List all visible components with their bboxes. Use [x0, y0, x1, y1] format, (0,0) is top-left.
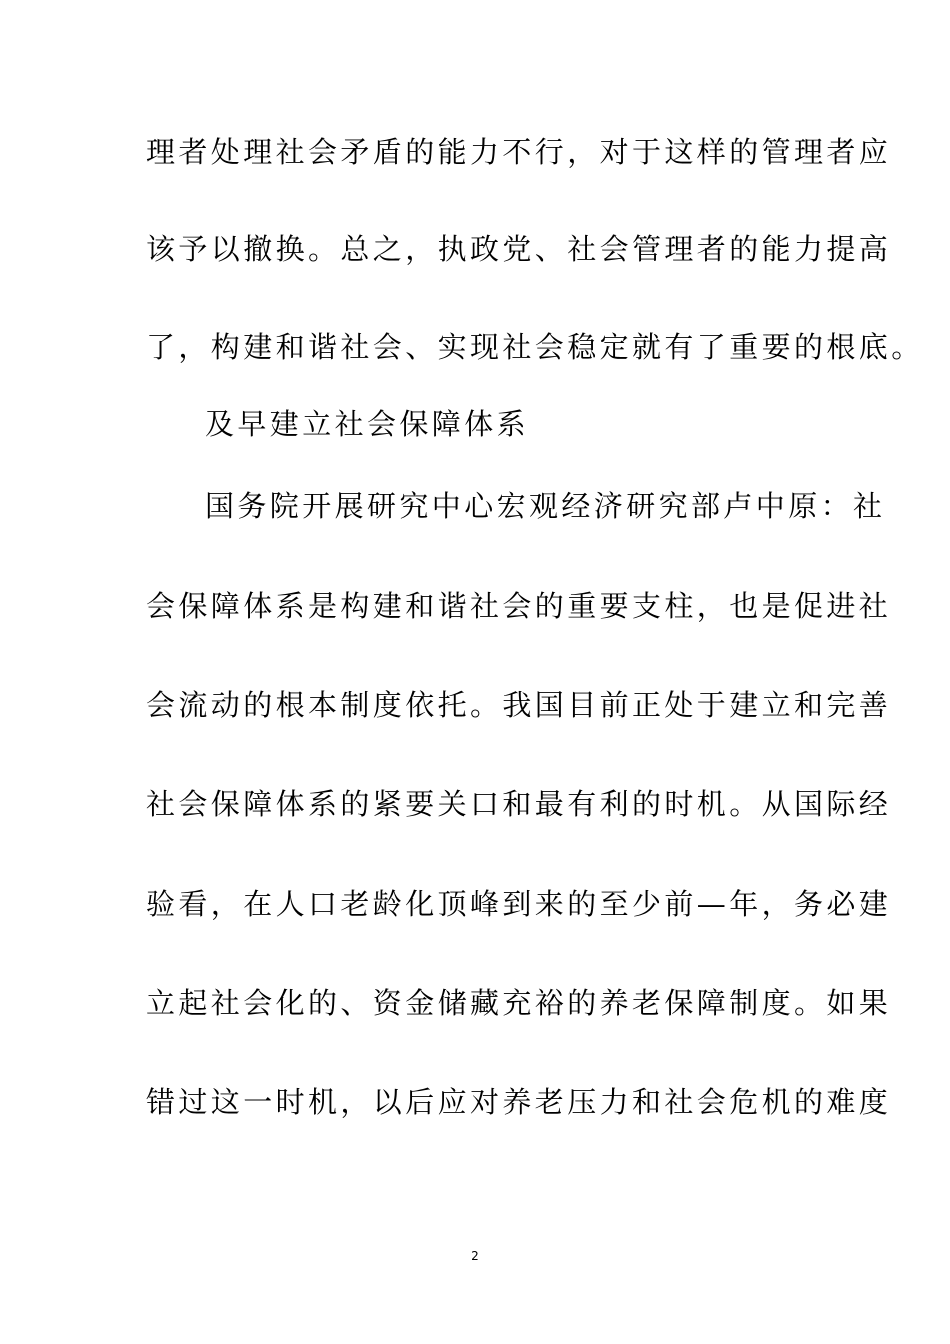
- body-text-line: 社会保障体系的紧要关口和最有利的时机。从国际经: [146, 787, 892, 821]
- body-text-line: 该予以撤换。总之，执政党、社会管理者的能力提高: [146, 232, 892, 266]
- body-text-line: 错过这一时机，以后应对养老压力和社会危机的难度: [146, 1085, 892, 1119]
- section-heading: 及早建立社会保障体系: [205, 407, 530, 441]
- body-text-line: 理者处理社会矛盾的能力不行，对于这样的管理者应: [146, 135, 892, 169]
- body-text-line: 会保障体系是构建和谐社会的重要支柱，也是促进社: [146, 589, 892, 623]
- page-number: 2: [471, 1249, 479, 1263]
- body-text-line: 了，构建和谐社会、实现社会稳定就有了重要的根底。: [146, 330, 924, 364]
- body-text-line: 验看，在人口老龄化顶峰到来的至少前—年，务必建: [146, 887, 892, 921]
- body-text-line: 会流动的根本制度依托。我国目前正处于建立和完善: [146, 688, 892, 722]
- body-text-line: 立起社会化的、资金储藏充裕的养老保障制度。如果: [146, 986, 892, 1020]
- paragraph-first-line: 国务院开展研究中心宏观经济研究部卢中原：社: [205, 489, 886, 523]
